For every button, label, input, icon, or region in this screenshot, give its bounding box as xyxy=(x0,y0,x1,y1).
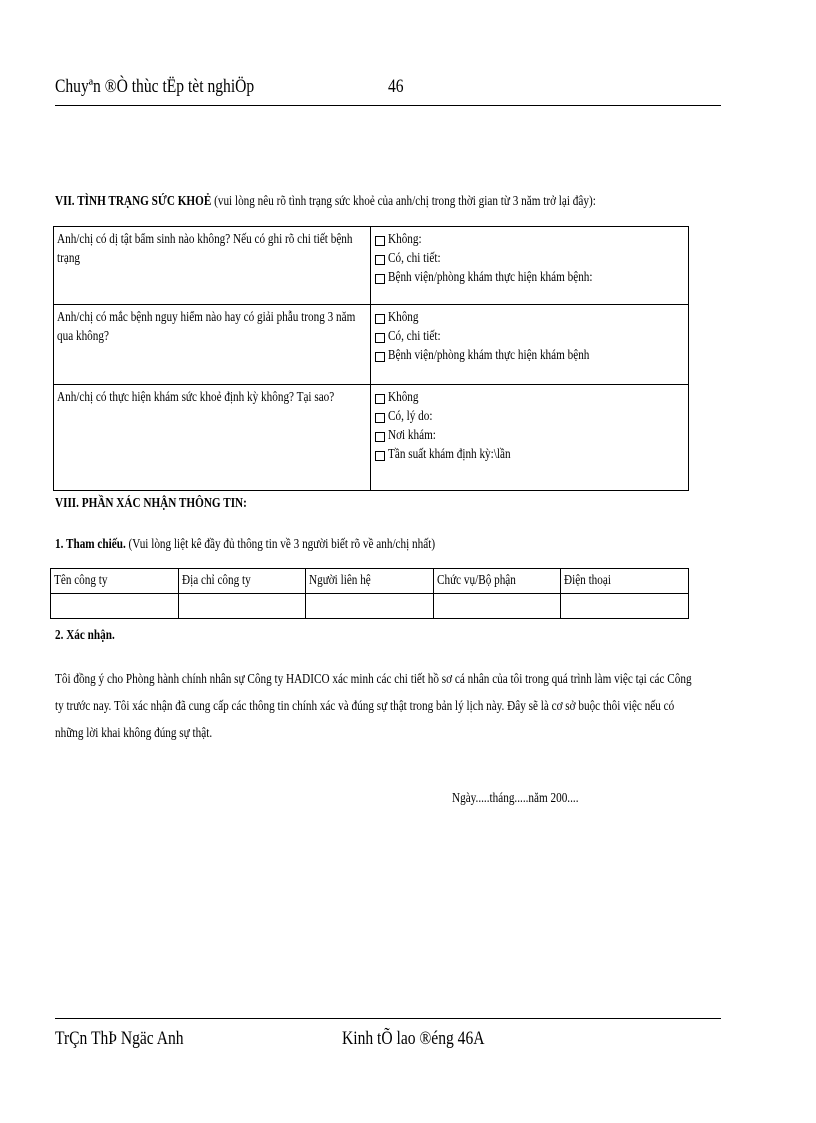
footer-class: Kinh tÕ lao ®éng 46A xyxy=(342,1028,485,1049)
table-header-row xyxy=(51,569,689,594)
column-header: Điện thoại xyxy=(561,569,689,594)
checkbox-option[interactable]: Không xyxy=(375,388,685,407)
table-cell[interactable] xyxy=(178,594,306,619)
health-options xyxy=(371,305,689,385)
health-table xyxy=(53,226,689,491)
checkbox-icon[interactable] xyxy=(375,314,385,324)
column-header: Địa chỉ công ty xyxy=(178,569,306,594)
table-cell[interactable] xyxy=(433,594,561,619)
confirm-line: ty trước nay. Tôi xác nhận đã cung cấp các thông tin chính xác và đúng sự thật trong bản lý lịch này. Đây sẽ là cơ sở buộc thôi việc nếu có xyxy=(55,699,675,714)
checkbox-icon[interactable] xyxy=(375,274,385,284)
section7-note: (vui lòng nêu rõ tình trạng sức khoẻ của anh/chị trong thời gian từ 3 năm trở lại đây): xyxy=(214,194,596,209)
table-cell[interactable] xyxy=(51,594,179,619)
checkbox-option[interactable]: Có, chi tiết: xyxy=(375,327,685,346)
checkbox-icon[interactable] xyxy=(375,432,385,442)
column-header: Chức vụ/Bộ phận xyxy=(433,569,561,594)
table-row xyxy=(51,594,689,619)
checkbox-icon[interactable] xyxy=(375,413,385,423)
column-header: Tên công ty xyxy=(51,569,179,594)
health-row xyxy=(54,385,689,491)
page-footer xyxy=(55,1018,721,1049)
confirm-title: 2. Xác nhận. xyxy=(55,628,115,643)
page-header xyxy=(55,72,721,106)
date-line: Ngày.....tháng.....năm 200.... xyxy=(452,791,579,806)
checkbox-icon[interactable] xyxy=(375,333,385,343)
checkbox-option[interactable]: Không xyxy=(375,308,685,327)
reference-heading xyxy=(55,537,530,553)
reference-table xyxy=(50,568,689,619)
section7-title: VII. TÌNH TRẠNG SỨC KHOẺ xyxy=(55,194,212,209)
section8-title: VIII. PHẦN XÁC NHẬN THÔNG TIN: xyxy=(55,496,247,511)
checkbox-icon[interactable] xyxy=(375,394,385,404)
column-header: Người liên hệ xyxy=(306,569,434,594)
checkbox-option[interactable]: Bệnh viện/phòng khám thực hiện khám bệnh: xyxy=(375,268,685,287)
checkbox-option[interactable]: Không: xyxy=(375,230,685,249)
checkbox-option[interactable]: Tần suất khám định kỳ:\lần xyxy=(375,445,685,464)
confirm-line: những lời khai không đúng sự thật. xyxy=(55,726,213,741)
checkbox-icon[interactable] xyxy=(375,255,385,265)
checkbox-option[interactable]: Bệnh viện/phòng khám thực hiện khám bệnh xyxy=(375,346,685,365)
health-question: Anh/chị có thực hiện khám sức khoẻ định kỳ không? Tại sao? xyxy=(54,385,371,491)
health-options xyxy=(371,227,689,305)
section7-heading xyxy=(55,194,731,210)
confirm-paragraph xyxy=(55,666,725,747)
checkbox-icon[interactable] xyxy=(375,236,385,246)
checkbox-option[interactable]: Có, chi tiết: xyxy=(375,249,685,268)
health-question: Anh/chị có dị tật bẩm sinh nào không? Nếu có ghi rõ chi tiết bệnh trạng xyxy=(54,227,371,305)
header-title: Chuyªn ®Ò thùc tËp tèt nghiÖp xyxy=(55,76,255,97)
footer-author: TrÇn ThÞ Ngäc Anh xyxy=(55,1028,184,1049)
reference-note: (Vui lòng liệt kê đầy đủ thông tin về 3 người biết rõ về anh/chị nhất) xyxy=(128,537,436,552)
health-row xyxy=(54,227,689,305)
table-cell[interactable] xyxy=(306,594,434,619)
confirm-line: Tôi đồng ý cho Phòng hành chính nhân sự Công ty HADICO xác minh các chi tiết hồ sơ cá nhân của tôi trong quá trình làm việc tại các Công xyxy=(55,672,692,687)
table-cell[interactable] xyxy=(561,594,689,619)
health-options xyxy=(371,385,689,491)
checkbox-option[interactable]: Nơi khám: xyxy=(375,426,685,445)
checkbox-option[interactable]: Có, lý do: xyxy=(375,407,685,426)
checkbox-icon[interactable] xyxy=(375,352,385,362)
health-row xyxy=(54,305,689,385)
page-number: 46 xyxy=(388,76,404,97)
health-question: Anh/chị có mắc bệnh nguy hiểm nào hay có giải phẫu trong 3 năm qua không? xyxy=(54,305,371,385)
checkbox-icon[interactable] xyxy=(375,451,385,461)
reference-title: 1. Tham chiếu. xyxy=(55,537,126,552)
